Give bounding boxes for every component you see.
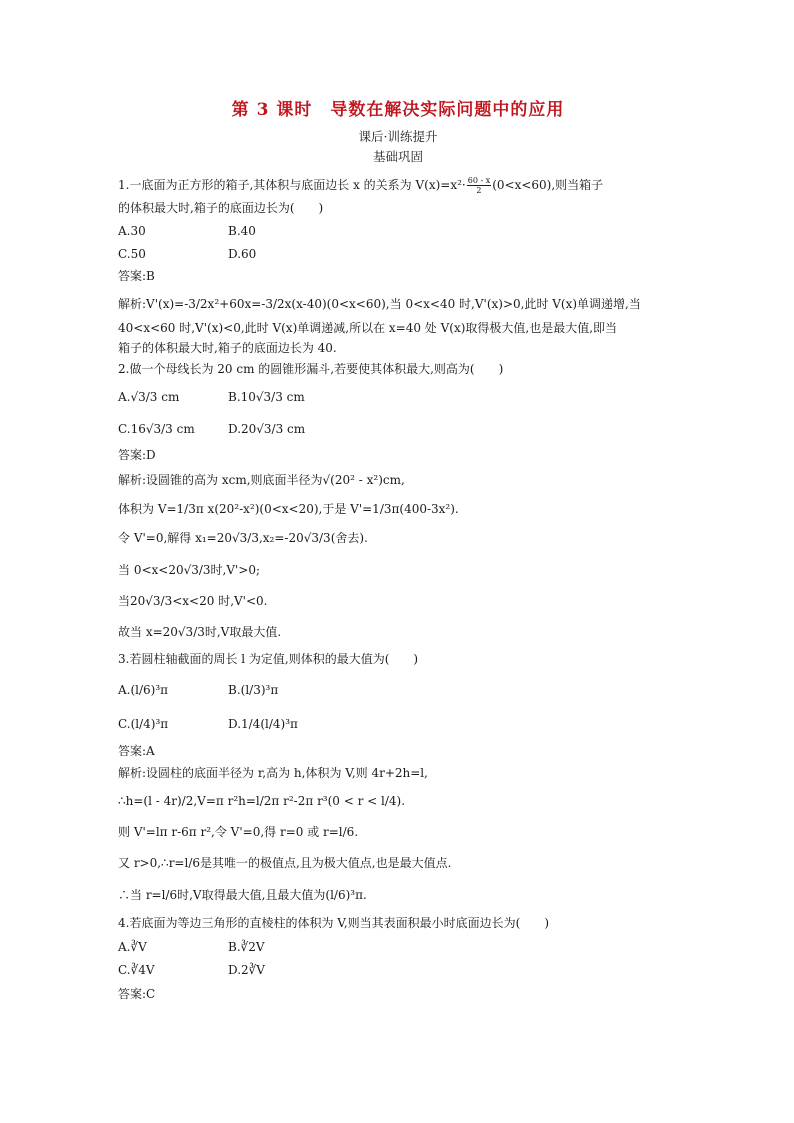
q3-option-d: D.1/4(l/4)³π — [228, 717, 298, 731]
q2-explanation-line4: 当 0<x<20√3/3时,V'>0; — [118, 563, 261, 577]
q3-option-a: A.(l/6)³π — [118, 683, 169, 697]
q2-explanation-line6: 故当 x=20√3/3时,V取最大值. — [118, 625, 282, 639]
q2-explanation-line5: 当20√3/3<x<20 时,V'<0. — [118, 594, 268, 608]
q3-stem: 3.若圆柱轴截面的周长 l 为定值,则体积的最大值为( ) — [118, 652, 419, 666]
q4-option-d: D.2∛V — [228, 963, 265, 977]
q1-option-b: B.40 — [228, 224, 256, 238]
q3-option-b: B.(l/3)³π — [228, 683, 279, 697]
q4-option-a: A.∛V — [118, 940, 147, 954]
q3-explanation-line3: 则 V'=lπ r-6π r²,令 V'=0,得 r=0 或 r=l/6. — [118, 825, 359, 839]
q3-explanation-line1: 解析:设圆柱的底面半径为 r,高为 h,体积为 V,则 4r+2h=l, — [118, 766, 428, 780]
q2-explanation-line2: 体积为 V=1/3π x(20²-x²)(0<x<20),于是 V'=1/3π(400-3x²). — [118, 502, 459, 516]
q1-answer: 答案:B — [118, 269, 155, 283]
q4-option-c: C.∛4V — [118, 963, 155, 977]
q2-option-c: C.16√3/3 cm — [118, 422, 195, 436]
q2-explanation-line1: 解析:设圆锥的高为 xcm,则底面半径为√(20² - x²)cm, — [118, 473, 405, 487]
q1-explanation-line3: 箱子的体积最大时,箱子的底面边长为 40. — [118, 341, 337, 355]
q2-option-d: D.20√3/3 cm — [228, 422, 306, 436]
q4-stem: 4.若底面为等边三角形的直棱柱的体积为 V,则当其表面积最小时底面边长为( ) — [118, 916, 550, 930]
q3-option-c: C.(l/4)³π — [118, 717, 169, 731]
q2-explanation-line3: 令 V'=0,解得 x₁=20√3/3,x₂=-20√3/3(舍去). — [118, 531, 368, 545]
q2-stem: 2.做一个母线长为 20 cm 的圆锥形漏斗,若要使其体积最大,则高为( ) — [118, 362, 504, 376]
lesson-title: 第 3 课时 导数在解决实际问题中的应用 — [231, 100, 565, 120]
q3-answer: 答案:A — [118, 744, 155, 758]
section-subtitle: 课后·训练提升 — [358, 129, 438, 144]
q1-stem-line1: 1.一底面为正方形的箱子,其体积与底面边长 x 的关系为 V(x)=x²· $\frac{60 - x}{2}$ (0<x<60),则当箱子 — [118, 176, 604, 195]
q2-option-b: B.10√3/3 cm — [228, 390, 305, 404]
fraction: $\frac{60 - x}{2}$ — [467, 176, 491, 195]
q3-explanation-line2: ∴h=(l - 4r)/2,V=π r²h=l/2π r²-2π r³(0 < r < l/4). — [118, 794, 406, 808]
q2-option-a: A.√3/3 cm — [118, 390, 180, 404]
q1-stem-line2: 的体积最大时,箱子的底面边长为( ) — [118, 201, 324, 215]
q1-explanation-line2: 40<x<60 时,V'(x)<0,此时 V(x)单调递减,所以在 x=40 处 V(x)取得极大值,也是最大值,即当 — [118, 321, 618, 335]
q3-explanation-line4: 又 r>0,∴r=l/6是其唯一的极值点,且为极大值点,也是最大值点. — [118, 856, 452, 870]
q1-explanation-line1: 解析:V'(x)=-3/2x²+60x=-3/2x(x-40)(0<x<60),当 0<x<40 时,V'(x)>0,此时 V(x)单调递增,当 — [118, 297, 641, 311]
q1-option-d: D.60 — [228, 247, 257, 261]
q3-explanation-line5: ∴当 r=l/6时,V取得最大值,且最大值为(l/6)³π. — [118, 888, 367, 902]
q1-option-a: A.30 — [118, 224, 146, 238]
q1-option-c: C.50 — [118, 247, 146, 261]
q2-answer: 答案:D — [118, 448, 156, 462]
q4-option-b: B.∛2V — [228, 940, 265, 954]
q4-answer: 答案:C — [118, 987, 156, 1001]
section-heading: 基础巩固 — [372, 149, 423, 164]
